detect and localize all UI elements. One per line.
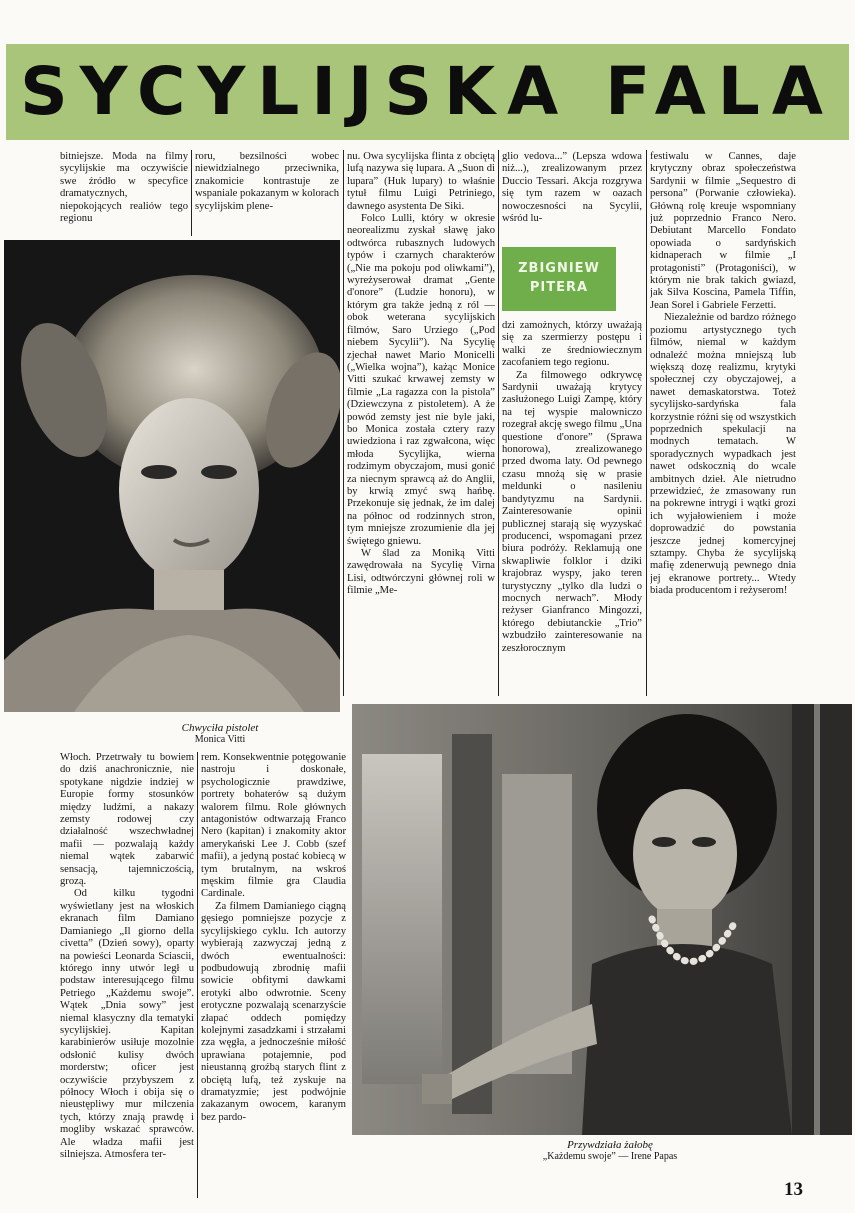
- page-number: 13: [784, 1179, 803, 1200]
- scene-image: [352, 704, 852, 1135]
- article-title: SYCYLIJSKA FALA: [20, 53, 835, 130]
- column-divider: [498, 150, 499, 696]
- paragraph: glio vedova...” (Lepsza wdowa niż...), zrealizowanym przez Duccio Tessari. Akcja rozgrywa się tym razem w oazach nowoczesności na Sycylii, wśród lu-: [502, 151, 642, 225]
- portrait-image: [4, 240, 340, 712]
- column-divider: [191, 150, 192, 236]
- column-divider: [343, 150, 344, 696]
- paragraph: Włoch. Przetrwały tu bowiem do dziś anachronicznie, nie spotykane nigdzie indziej w Europie formy stosunków między ludźmi, a nakazy zemsty rodowej czy działalność wszechwładnej mafii — pozwalają każdy niemal wątek zabarwić sensacją, tajemniczością, grozą.: [60, 752, 194, 888]
- photo-irene-papas: [352, 704, 852, 1135]
- paragraph: dzi zamożnych, którzy uważają się za szermierzy postępu i walki ze średniowiecznym zacofaniem tego regionu.: [502, 320, 642, 369]
- column-4-top: [502, 151, 642, 241]
- column-2-top: [195, 151, 339, 233]
- paragraph: W ślad za Moniką Vitti zawędrowała na Sycylię Virna Lisi, odtwórczyni głównej roli w filmie „Me-: [347, 548, 495, 597]
- column-3: [347, 151, 495, 696]
- paragraph: Folco Lulli, który w okresie neorealizmu zyskał sławę jako odtwórca rubasznych ludowych typów i czarnych charakterów („Nie ma pokoju pod oliwkami”), wyreżyserował dramat „Gente d'onore” (Ludzie honoru), w którym gra także jedną z ról — obok weterana sycylijskich filmów, Saro Urziego („Pod niebem Sycylii”). Na Sycylię zjechał nawet Mario Monicelli („Wielka wojna”), każąc Monice Vitti szukać krwawej zemsty w filmie „La ragazza con la pistola” (Dziewczyna z pistoletem). A że powód zemsty jest nie byle jaki, bo Monica została cztery razy uwiedziona i raz zgwałcona, więc młoda Sycylijka, wierna rodzimym obyczajom, musi gonić za niecnym sprawcą aż do Anglii, by krwią zmyć swą hańbę. Przekonuje się jednak, że im dalej na północ od rodzinnych stron, tym mniejsze zrozumienie dla jej świętego gniewu.: [347, 213, 495, 547]
- paragraph: rem. Konsekwentnie potęgowanie nastroju i doskonałe, psychologicznie prawdziwe, portrety bohaterów są dużym walorem filmu. Role głównych antagonistów odtwarzają Franco Nero (kapitan) i znakomity aktor amerykański Lee J. Cobb (szef mafii), a jedyną postać kobiecą w tym brutalnym, na wskroś męskim filmie gra Claudia Cardinale.: [201, 752, 346, 900]
- author-last-name: PITERA: [529, 280, 589, 295]
- column-divider: [646, 150, 647, 696]
- column-divider: [197, 752, 198, 1198]
- column-1-bottom: [60, 752, 194, 1198]
- author-box: [502, 247, 616, 311]
- caption-title: Przywdziała żałobę: [567, 1139, 653, 1151]
- caption-name: Monica Vitti: [194, 734, 246, 745]
- paragraph: nu. Owa sycylijska flinta z obciętą lufą nazywa się lupara. A „Suon di lupara” (Huk lupary) to właśnie tytuł filmu Luigi Petriniego, dawnego asystenta De Siki.: [347, 151, 495, 212]
- paragraph: Niezależnie od bardzo różnego poziomu artystycznego tych filmów, niemal w każdym odnaleźć można mniejszą lub większą dozę realizmu, krytyki społecznej czy obyczajowej, a nawet demaskatorstwa. Toteż sycylijsko-sardyńska fala korzystnie różni się od wszystkich poprzednich spekulacji na modnych tematach. W sporadycznych wypadkach jest nawet odskocznią do wcale ambitnych dzieł. Ale nietrudno przewidzieć, że zmasowany run na pokrewne intrygi i wątki grozi ich wyjałowieniem i może doprowadzić do powstania jeszcze jednej komercyjnej sztampy. Chyba że sycylijską mafię zdenerwują pewnego dnia jej ekranowe portrety... Wtedy biada producentom i reżyserom!: [650, 312, 796, 597]
- caption-title: Chwyciła pistolet: [181, 722, 259, 734]
- photo-2-caption: [470, 1139, 750, 1163]
- caption-name: „Każdemu swoje” — Irene Papas: [542, 1151, 678, 1162]
- photo-monica-vitti: [4, 240, 340, 712]
- column-4-bottom: [502, 320, 642, 696]
- paragraph: Za filmowego odkrywcę Sardynii uważają krytycy zasłużonego Luigi Zampę, który na tej wyspie malowniczo rozegrał akcję swego filmu „Una questione d'onore” (Sprawa honorowa), zrealizowanego przed dwoma laty. Od pewnego czasu mnożą się w prasie meldunki o nasileniu bandytyzmu na Sardynii. Zainteresowanie opinii publicznej starają się wyzyskać producenci, wspomagani przez biura podróży. Reklamują one skwapliwie folklor i dziki krajobraz wyspy, jako teren turystyczny „tylko dla ludzi o mocnych nerwach”. Młody reżyser Gianfranco Mingozzi, którego debiutanckie „Trio” wzbudziło zainteresowanie na zeszłorocznym: [502, 369, 642, 654]
- paragraph: Od kilku tygodni wyświetlany jest na włoskich ekranach film Damiano Damianiego „Il giorno della civetta” (Dzień sowy), oparty na powieści Leonarda Sciascii, którego inny utwór legł u podstaw interesującego filmu Petriego „Każdemu swoje”. Wątek „Dnia sowy” jest niemal klasyczny dla tematyki sycylijskiej. Kapitan karabinierów usiłuje mozolnie odsłonić kulisy dwóch morderstw; oficer jest oczywiście przybyszem z północy Włoch i obija się o nieustępliwy mur milczenia tych, którzy znają prawdę i mogliby wskazać sprawców. Ale władza mafii jest silniejsza. Atmosfera ter-: [60, 888, 194, 1160]
- paragraph: bitniejsze. Moda na filmy sycylijskie ma oczywiście swe źródło w specyfice dramatycznych, niepokojących realiów tego regionu: [60, 151, 188, 225]
- paragraph: festiwalu w Cannes, daje krytyczny obraz społeczeństwa Sardynii w filmie „Sequestro di persona” (Porwanie człowieka). Główną rolę kreuje wspomniany już poprzednio Franco Nero. Debiutant Marcello Fondato opowiada o sardyńskich kidnaperach w filmie „I protagonisti” (Protagoniści), w którym nie brak takich gwiazd, jak Silva Koscina, Pamela Tiffin, Jean Sorel i Gabriele Ferzetti.: [650, 151, 796, 311]
- author-first-name: ZBIGNIEW: [518, 261, 600, 276]
- column-5: [650, 151, 796, 696]
- photo-1-caption: [120, 722, 320, 746]
- column-2-bottom: [201, 752, 346, 1198]
- paragraph: roru, bezsilności wobec niewidzialnego przeciwnika, znakomicie kontrastuje ze wspaniale pokazanym w kolorach sycylijskim plene-: [195, 151, 339, 212]
- title-banner: [6, 44, 849, 140]
- paragraph: Za filmem Damianiego ciągną gęsiego pomniejsze pozycje z sycylijskiego cyklu. Ich autorzy wybierają zazwyczaj jedną z dwóch ewentualności: podbudowują zbrodnię mafii sowicie obfitymi dawkami erotyki albo odwrotnie. Sceny erotyczne pozwalają scenarzyście złapać oddech pomiędzy kolejnymi zasadzkami i strzałami zza węgła, a jednocześnie miłość uprawiana potajemnie, pod nieustanną groźbą starych flint z obciętą lufą, też zyskuje na dramatyzmie; jest podwójnie zakazanym owocem, karanym bez pardo-: [201, 900, 346, 1123]
- column-1-top: [60, 151, 188, 233]
